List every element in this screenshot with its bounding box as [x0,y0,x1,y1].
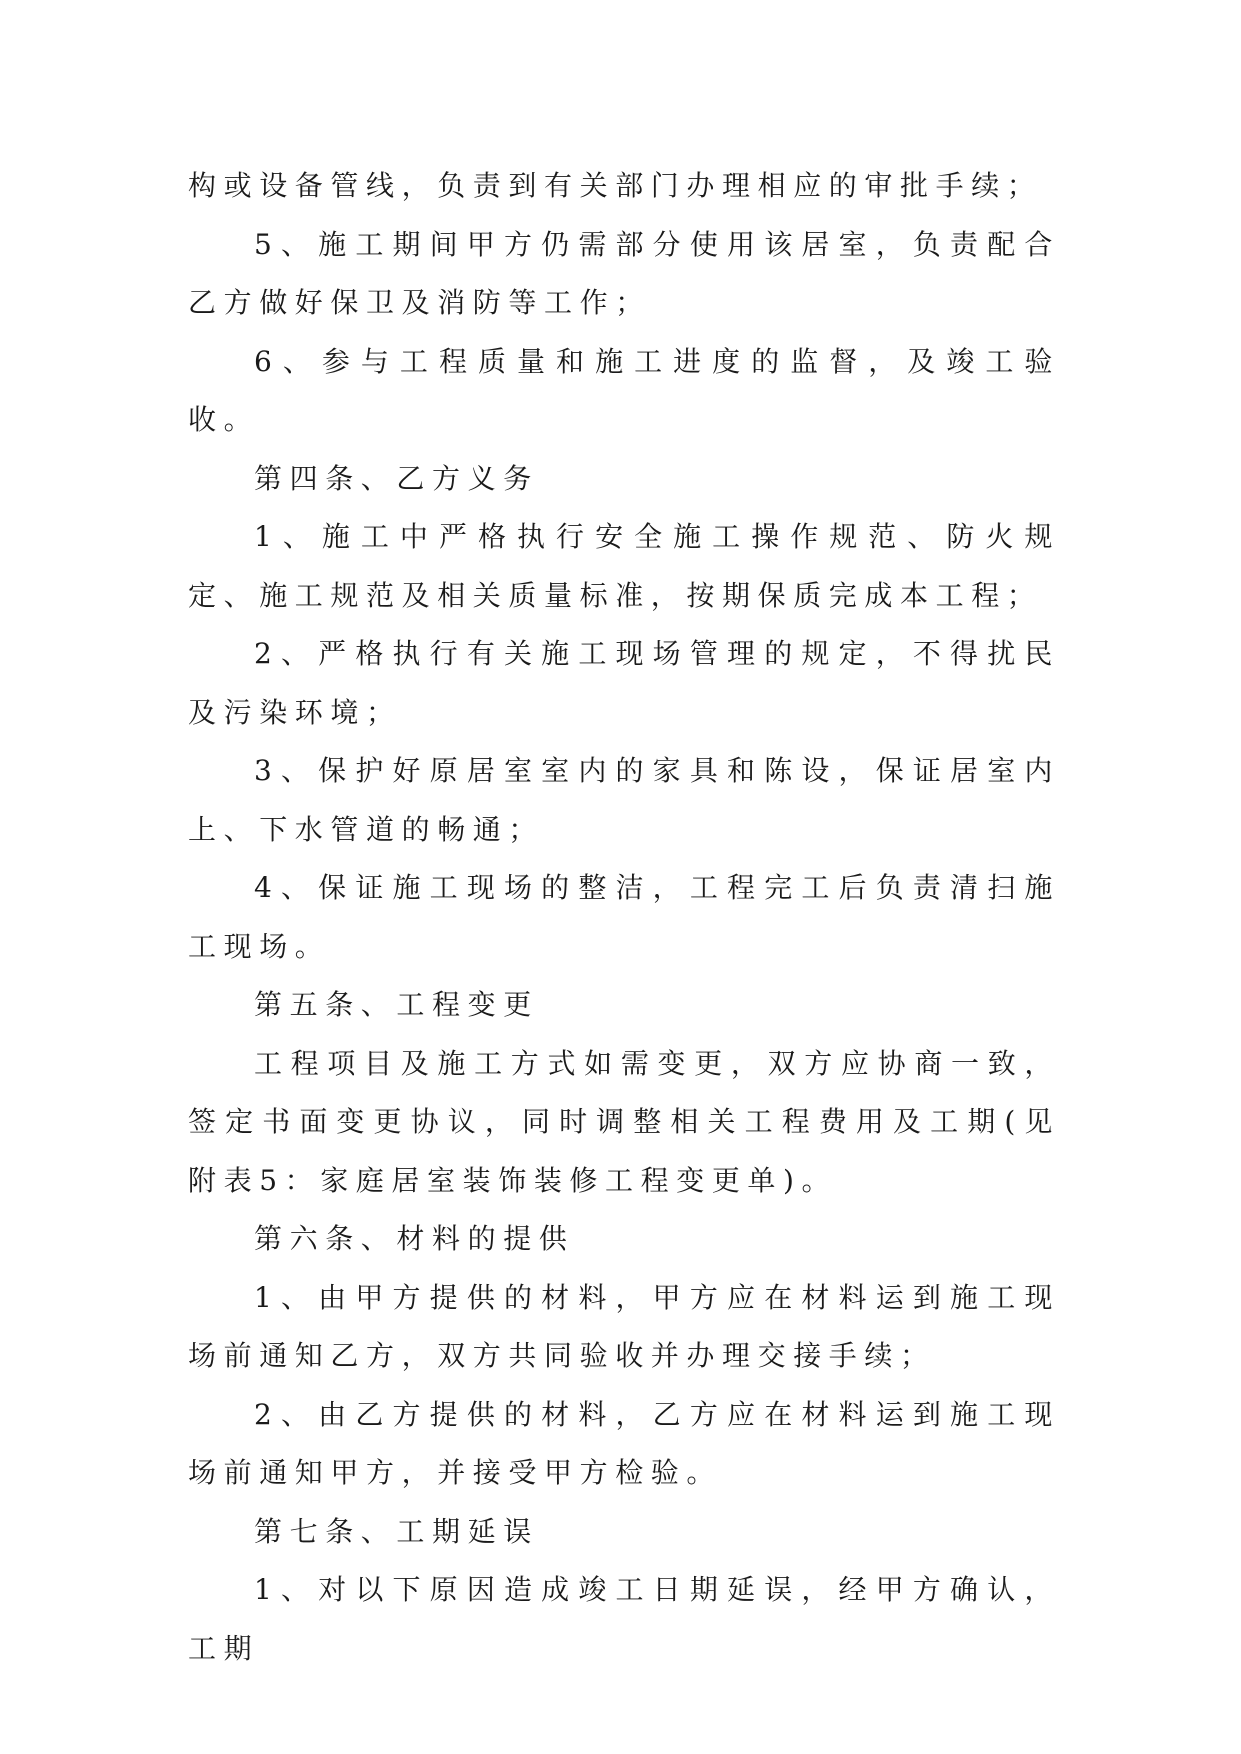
paragraph-item-4: 4、保证施工现场的整洁，工程完工后负责清扫施工现场。 [188,871,1060,963]
paragraph-delay-item-1: 1、对以下原因造成竣工日期延误，经甲方确认，工期 [188,1573,1060,1665]
paragraph-material-item-2: 2、由乙方提供的材料，乙方应在材料运到施工现场前通知甲方，并接受甲方检验。 [188,1397,1060,1489]
paragraph-item-2: 2、严格执行有关施工现场管理的规定，不得扰民及污染环境； [188,637,1060,729]
paragraph-material-item-1: 1、由甲方提供的材料，甲方应在材料运到施工现场前通知乙方，双方共同验收并办理交接手续； [188,1280,1060,1372]
section-heading-article-4: 第四条、乙方义务 [254,461,539,495]
section-heading-article-7: 第七条、工期延误 [254,1514,539,1548]
paragraph-item-1: 1、施工中严格执行安全施工操作规范、防火规定、施工规范及相关质量标准，按期保质完成本工程； [188,520,1060,612]
document-body [188,157,1060,1678]
paragraph-item-3: 3、保护好原居室室内的家具和陈设，保证居室内上、下水管道的畅通； [188,754,1060,846]
paragraph-item-6: 6、参与工程质量和施工进度的监督，及竣工验收。 [188,344,1060,436]
paragraph-change-terms: 工程项目及施工方式如需变更，双方应协商一致，签定书面变更协议，同时调整相关工程费用及工期(见附表5：家庭居室装饰装修工程变更单)。 [188,1046,1060,1197]
paragraph-item-5: 5、施工期间甲方仍需部分使用该居室，负责配合乙方做好保卫及消防等工作； [188,227,1060,319]
paragraph-continuation: 构或设备管线，负责到有关部门办理相应的审批手续； [188,169,1043,202]
section-heading-article-6: 第六条、材料的提供 [254,1222,575,1255]
section-heading-article-5: 第五条、工程变更 [254,988,539,1021]
